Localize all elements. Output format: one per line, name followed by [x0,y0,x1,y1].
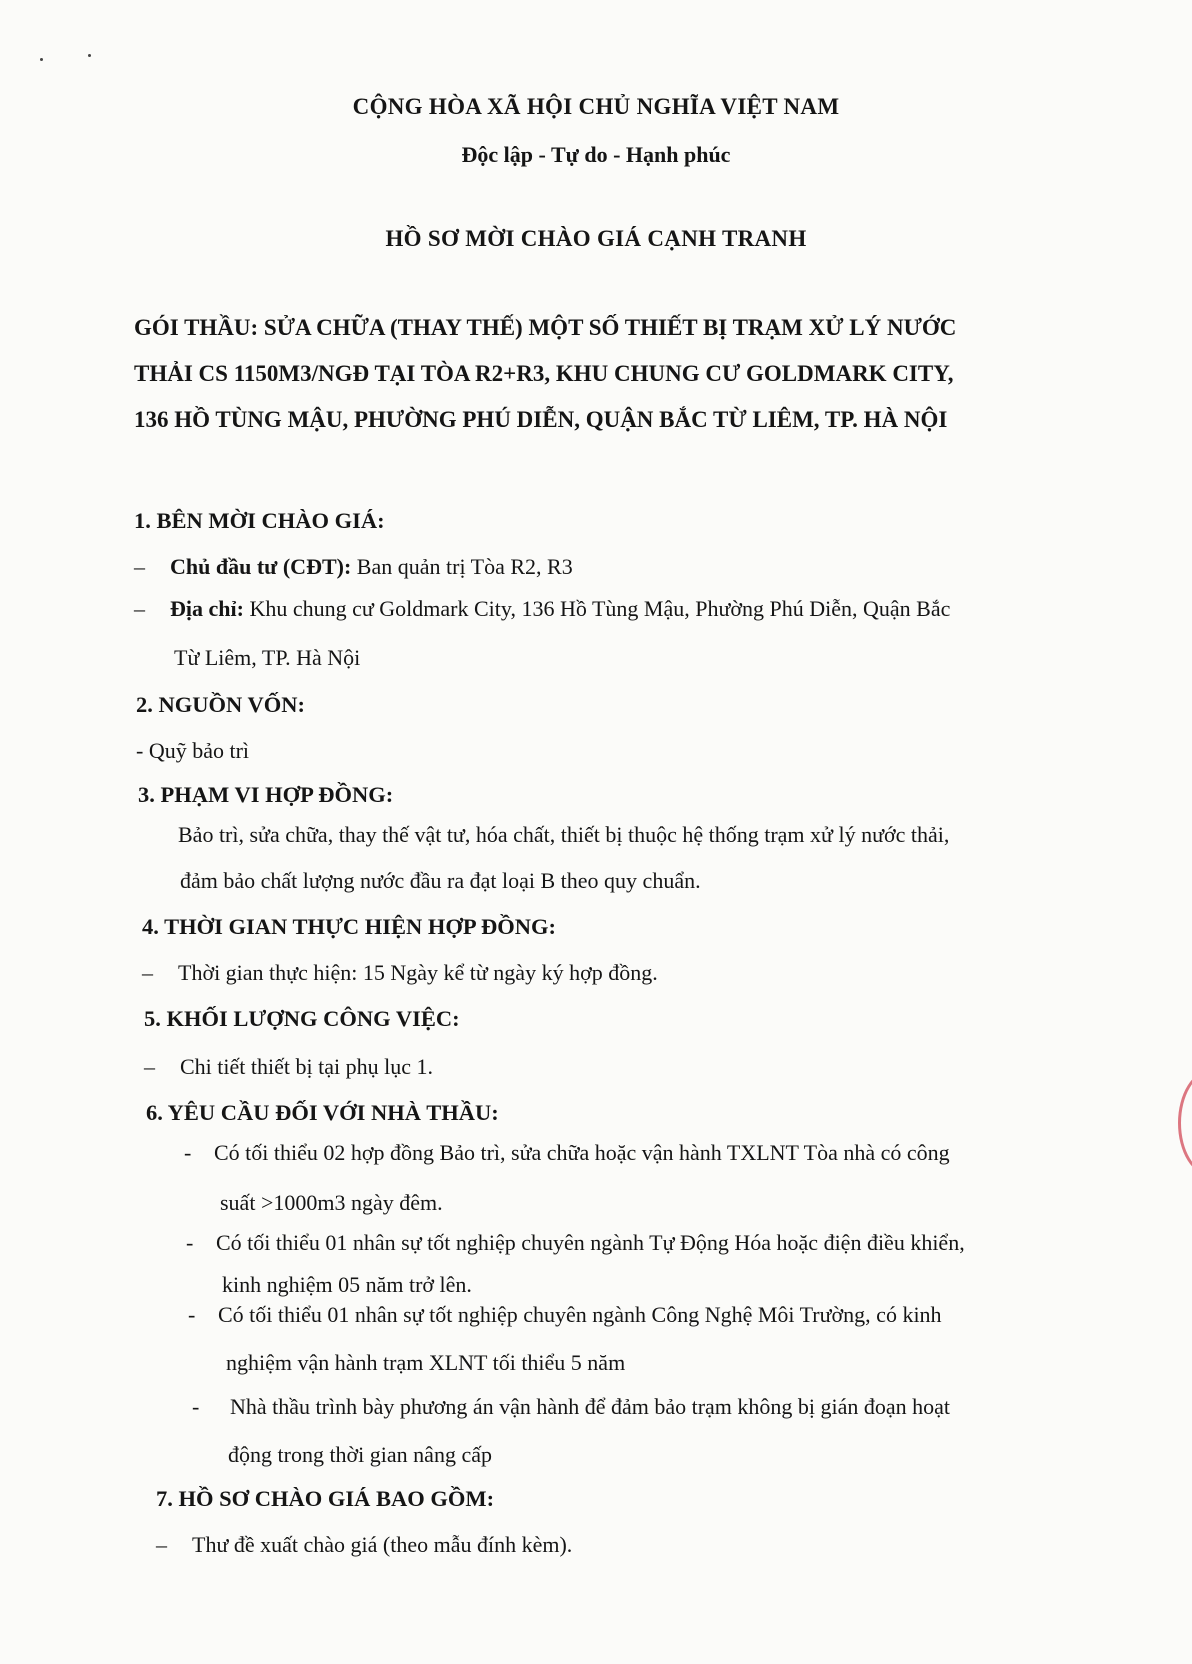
proposal-text: Thư đề xuất chào giá (theo mẫu đính kèm). [192,1532,573,1557]
bullet: - [192,1394,200,1419]
funding-item: - Quỹ bảo trì [136,738,250,763]
address-label: Địa chỉ: [170,596,244,621]
owner-line [134,554,573,580]
scope-line: Bảo trì, sửa chữa, thay thế vật tư, hóa chất, thiết bị thuộc hệ thống trạm xử lý nước thải, [178,822,950,847]
bullet: - [184,1140,192,1165]
requirement-continuation: động trong thời gian nâng cấp [228,1442,492,1467]
requirement-item [192,1394,950,1420]
scope-line: đảm bảo chất lượng nước đầu ra đạt loại B theo quy chuẩn. [180,868,701,893]
workload-text: Chi tiết thiết bị tại phụ lục 1. [180,1054,433,1079]
section-6-heading: 6. YÊU CẦU ĐỐI VỚI NHÀ THẦU: [146,1100,499,1125]
requirement-continuation: suất >1000m3 ngày đêm. [220,1190,443,1215]
package-title [134,305,1094,443]
dash: – [142,960,153,985]
dash: – [134,554,145,579]
country-heading: CỘNG HÒA XÃ HỘI CHỦ NGHĨA VIỆT NAM [352,94,840,119]
package-title-line: THẢI CS 1150M3/NGĐ TẠI TÒA R2+R3, KHU CHUNG CƯ GOLDMARK CITY, [134,361,954,386]
proposal-line [156,1532,572,1558]
duration-line [142,960,658,986]
section-4-heading: 4. THỜI GIAN THỰC HIỆN HỢP ĐỒNG: [142,914,557,939]
motto: Độc lập - Tự do - Hạnh phúc [461,142,731,167]
bullet: - [186,1230,194,1255]
package-title-line: GÓI THẦU: SỬA CHỮA (THAY THẾ) MỘT SỐ THIẾT BỊ TRẠM XỬ LÝ NƯỚC [134,315,957,340]
requirement-item [186,1230,965,1256]
address-line [134,596,950,622]
package-title-line: 136 HỒ TÙNG MẬU, PHƯỜNG PHÚ DIỄN, QUẬN BẮC TỪ LIÊM, TP. HÀ NỘI [134,407,948,432]
requirement-continuation: kinh nghiệm 05 năm trở lên. [222,1272,472,1297]
address-value: Khu chung cư Goldmark City, 136 Hồ Tùng Mậu, Phường Phú Diễn, Quận Bắc [243,596,951,621]
duration-text: Thời gian thực hiện: 15 Ngày kể từ ngày ký hợp đồng. [178,960,658,985]
requirement-text: Nhà thầu trình bày phương án vận hành để đảm bảo trạm không bị gián đoạn hoạt [230,1394,951,1419]
section-1-heading: 1. BÊN MỜI CHÀO GIÁ: [134,508,385,533]
section-3-heading: 3. PHẠM VI HỢP ĐỒNG: [138,782,394,807]
dash: – [134,596,145,621]
requirement-text: Có tối thiểu 01 nhân sự tốt nghiệp chuyên ngành Công Nghệ Môi Trường, có kinh [218,1302,942,1327]
scan-speck [88,54,91,57]
document-title: HỒ SƠ MỜI CHÀO GIÁ CẠNH TRANH [385,226,807,251]
requirement-text: Có tối thiểu 01 nhân sự tốt nghiệp chuyên ngành Tự Động Hóa hoặc điện điều khiển, [216,1230,965,1255]
dash: – [144,1054,155,1079]
section-5-heading: 5. KHỐI LƯỢNG CÔNG VIỆC: [144,1006,460,1031]
section-2-heading: 2. NGUỒN VỐN: [136,692,305,717]
requirement-item [184,1140,950,1166]
red-stamp-edge [1178,1070,1192,1176]
requirement-item [188,1302,942,1328]
owner-label: Chủ đầu tư (CĐT): [170,554,352,579]
requirement-text: Có tối thiểu 02 hợp đồng Bảo trì, sửa chữa hoặc vận hành TXLNT Tòa nhà có công [214,1140,950,1165]
scan-speck [40,58,43,61]
workload-line [144,1054,433,1080]
owner-value: Ban quản trị Tòa R2, R3 [351,554,573,579]
dash: – [156,1532,167,1557]
requirement-continuation: nghiệm vận hành trạm XLNT tối thiểu 5 năm [226,1350,626,1375]
bullet: - [188,1302,196,1327]
section-7-heading: 7. HỒ SƠ CHÀO GIÁ BAO GỒM: [156,1486,495,1511]
address-continuation: Từ Liêm, TP. Hà Nội [174,645,361,670]
